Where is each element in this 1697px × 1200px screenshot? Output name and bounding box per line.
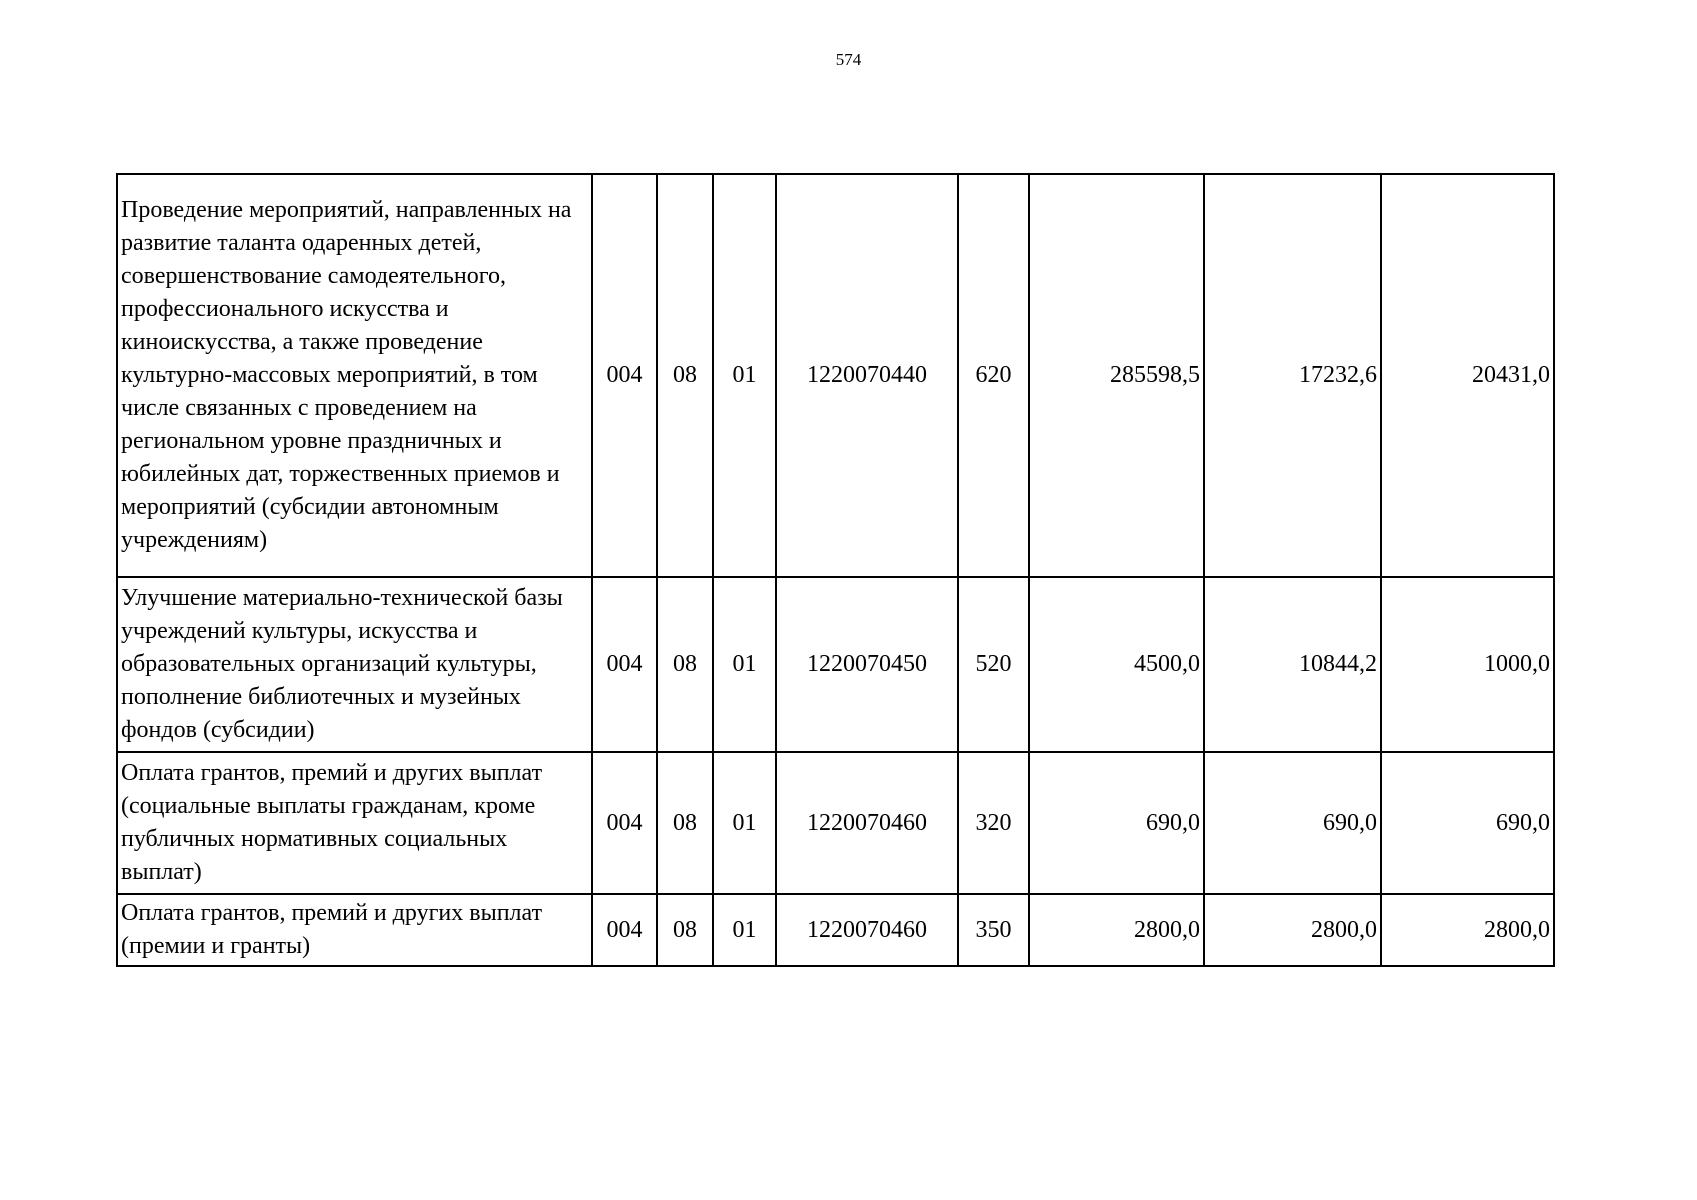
amount-3: 1000,0	[1381, 577, 1554, 752]
budget-table	[116, 173, 1555, 967]
amount-1: 2800,0	[1029, 894, 1204, 966]
target-article-code: 1220070460	[776, 752, 958, 894]
subsection-code: 01	[713, 752, 776, 894]
amount-1: 4500,0	[1029, 577, 1204, 752]
ministry-code: 004	[592, 174, 657, 577]
table-row	[117, 174, 1554, 577]
row-description: Улучшение материально-технической базы учреждений культуры, искусства и образовательных организаций культуры, пополнение библиотечных и музейных фондов (субсидии)	[117, 577, 592, 752]
expense-type-code: 320	[958, 752, 1029, 894]
amount-2: 10844,2	[1204, 577, 1381, 752]
target-article-code: 1220070450	[776, 577, 958, 752]
row-description: Проведение мероприятий, направленных на развитие таланта одаренных детей, совершенствование самодеятельного, профессионального искусства и киноискусства, а также проведение культурно-массовых мероприятий, в том числе связанных с проведением на региональном уровне праздничных и юбилейных дат, торжественных приемов и мероприятий (субсидии автономным учреждениям)	[117, 174, 592, 577]
row-description: Оплата грантов, премий и других выплат (социальные выплаты гражданам, кроме публичных нормативных социальных выплат)	[117, 752, 592, 894]
expense-type-code: 520	[958, 577, 1029, 752]
amount-3: 20431,0	[1381, 174, 1554, 577]
table-row	[117, 577, 1554, 752]
subsection-code: 01	[713, 577, 776, 752]
amount-2: 17232,6	[1204, 174, 1381, 577]
amount-1: 690,0	[1029, 752, 1204, 894]
subsection-code: 01	[713, 174, 776, 577]
table-row	[117, 752, 1554, 894]
target-article-code: 1220070440	[776, 174, 958, 577]
section-code: 08	[657, 894, 713, 966]
table-row	[117, 894, 1554, 966]
amount-3: 2800,0	[1381, 894, 1554, 966]
amount-1: 285598,5	[1029, 174, 1204, 577]
target-article-code: 1220070460	[776, 894, 958, 966]
section-code: 08	[657, 577, 713, 752]
section-code: 08	[657, 752, 713, 894]
amount-2: 690,0	[1204, 752, 1381, 894]
amount-2: 2800,0	[1204, 894, 1381, 966]
section-code: 08	[657, 174, 713, 577]
page-number: 574	[835, 50, 862, 69]
ministry-code: 004	[592, 894, 657, 966]
expense-type-code: 350	[958, 894, 1029, 966]
ministry-code: 004	[592, 577, 657, 752]
ministry-code: 004	[592, 752, 657, 894]
amount-3: 690,0	[1381, 752, 1554, 894]
subsection-code: 01	[713, 894, 776, 966]
row-description: Оплата грантов, премий и других выплат (премии и гранты)	[117, 894, 592, 966]
expense-type-code: 620	[958, 174, 1029, 577]
